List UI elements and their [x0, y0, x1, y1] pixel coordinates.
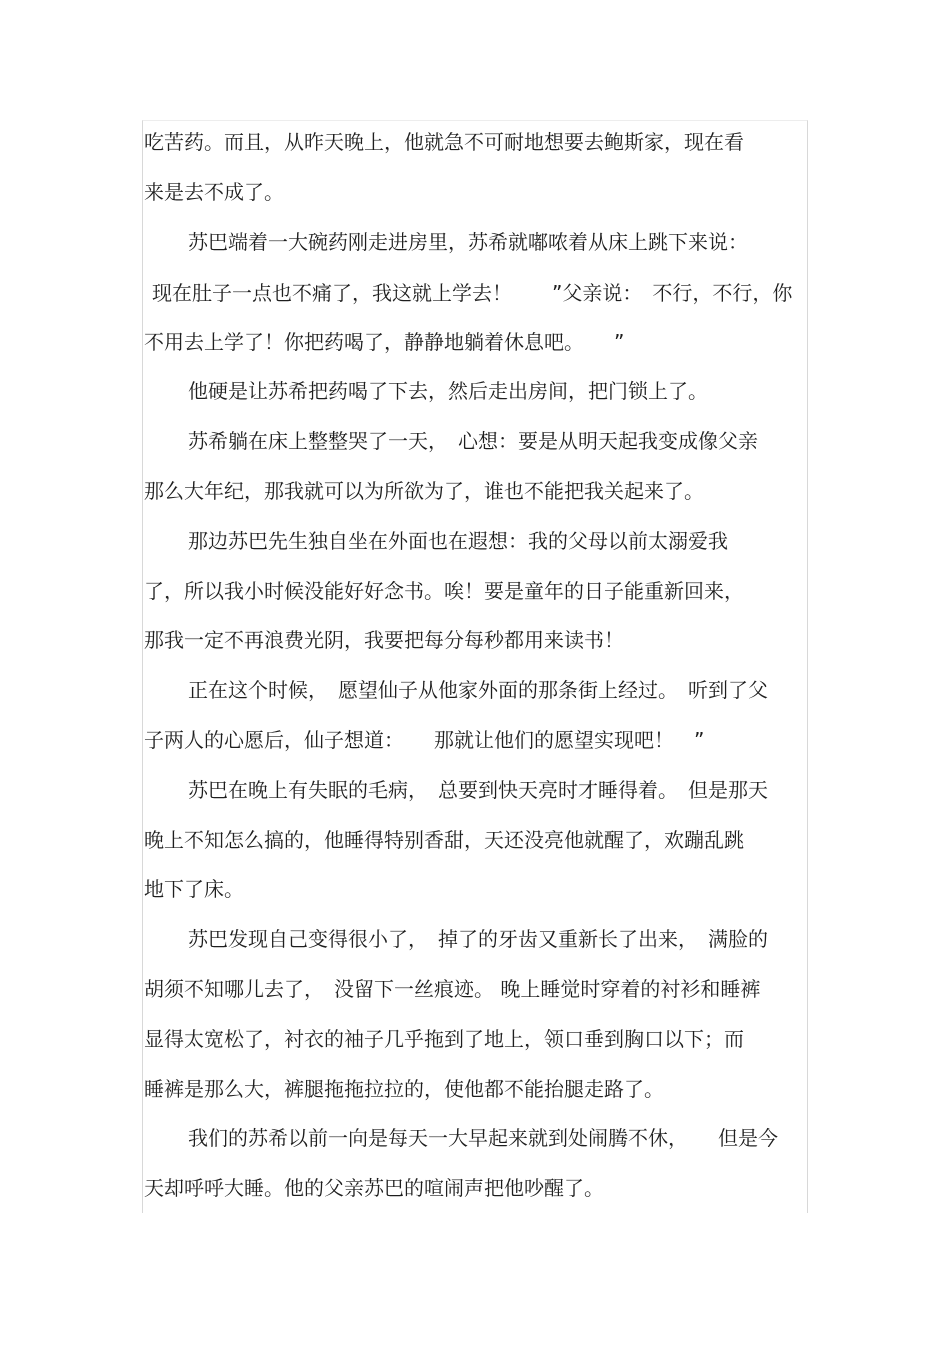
text-line: 那我一定不再浪费光阴，我要把每分每秒都用来读书！ — [144, 628, 624, 652]
text-line: 现在肚子一点也不痛了，我这就上学去！ ”父亲说： 不行，不行，你 — [152, 281, 793, 305]
text-line: 苏巴端着一大碗药刚走进房里，苏希就嘟哝着从床上跳下来说： — [188, 230, 748, 254]
text-line: 正在这个时候， 愿望仙子从他家外面的那条街上经过。 听到了父 — [188, 678, 768, 702]
text-line: 晚上不知怎么搞的，他睡得特别香甜，天还没亮他就醒了，欢蹦乱跳 — [144, 828, 744, 852]
text-line: 来是去不成了。 — [144, 180, 284, 204]
text-line: 他硬是让苏希把药喝了下去，然后走出房间，把门锁上了。 — [188, 379, 708, 403]
text-line: 苏希躺在床上整整哭了一天， 心想：要是从明天起我变成像父亲 — [188, 429, 758, 453]
text-line: 睡裤是那么大，裤腿拖拖拉拉的，使他都不能抬腿走路了。 — [144, 1077, 664, 1101]
text-line: 了，所以我小时候没能好好念书。唉！要是童年的日子能重新回来， — [144, 579, 744, 603]
text-line: 那边苏巴先生独自坐在外面也在遐想：我的父母以前太溺爱我 — [188, 529, 728, 553]
text-line: 胡须不知哪儿去了， 没留下一丝痕迹。 晚上睡觉时穿着的衬衫和睡裤 — [144, 977, 761, 1001]
text-line: 吃苦药。而且，从昨天晚上，他就急不可耐地想要去鲍斯家，现在看 — [144, 130, 744, 154]
text-line: 子两人的心愿后，仙子想道： 那就让他们的愿望实现吧！ ” — [144, 728, 705, 752]
text-line: 显得太宽松了，衬衣的袖子几乎拖到了地上，领口垂到胸口以下；而 — [144, 1027, 744, 1051]
text-line: 不用去上学了！你把药喝了，静静地躺着休息吧。 ” — [144, 330, 625, 354]
text-line: 苏巴在晚上有失眠的毛病， 总要到快天亮时才睡得着。 但是那天 — [188, 778, 768, 802]
text-line: 苏巴发现自己变得很小了， 掉了的牙齿又重新长了出来， 满脸的 — [188, 927, 768, 951]
text-line: 天却呼呼大睡。他的父亲苏巴的喧闹声把他吵醒了。 — [144, 1176, 604, 1200]
text-line: 那么大年纪，那我就可以为所欲为了，谁也不能把我关起来了。 — [144, 479, 704, 503]
text-line: 我们的苏希以前一向是每天一大早起来就到处闹腾不休， 但是今 — [188, 1126, 778, 1150]
text-line: 地下了床。 — [144, 877, 244, 901]
